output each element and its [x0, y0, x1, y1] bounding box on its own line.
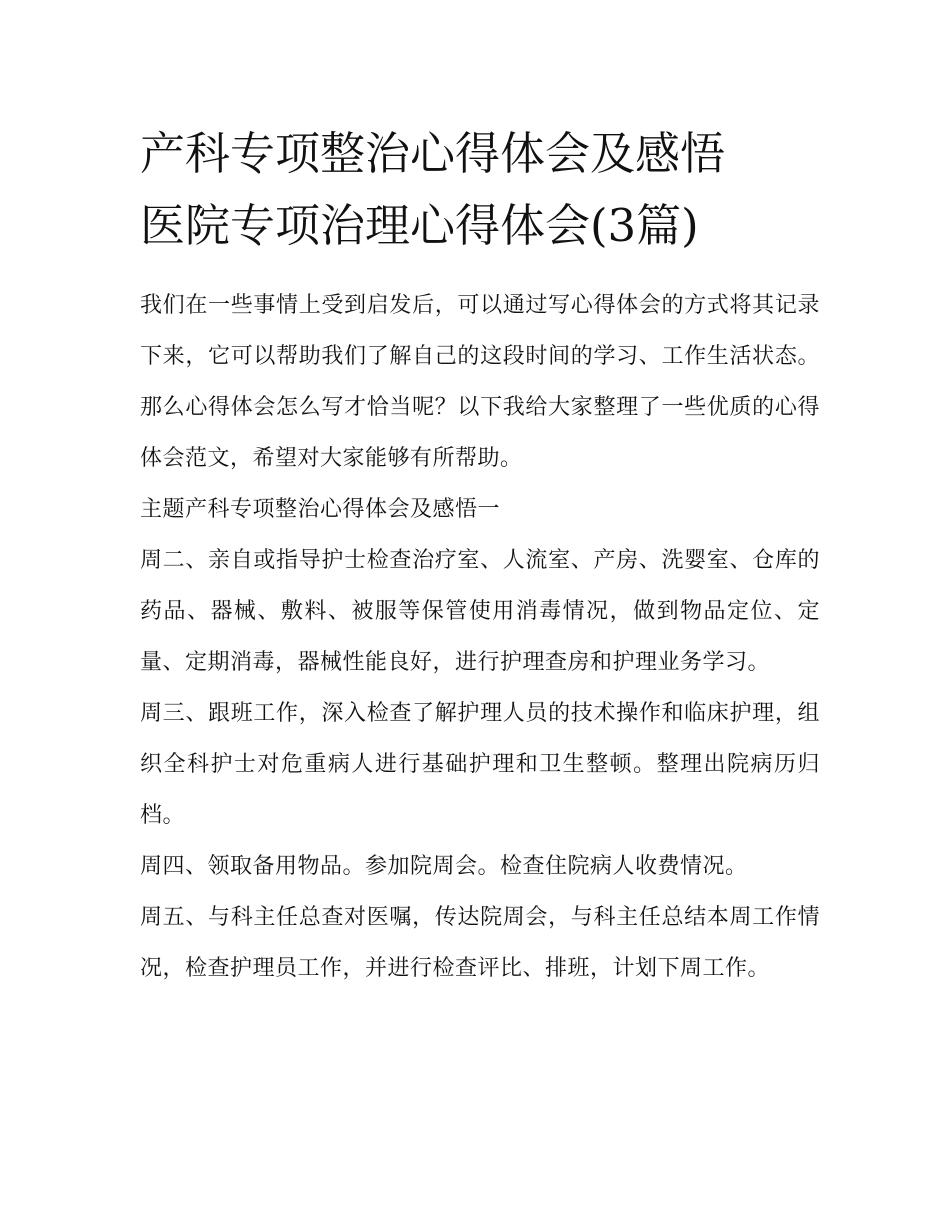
document-page	[140, 118, 820, 994]
body-paragraph-wednesday: 周三、跟班工作，深入检查了解护理人员的技术操作和临床护理，组织全科护士对危重病人进行基础护理和卫生整顿。整理出院病历归档。	[140, 701, 820, 828]
title-line-1: 产科专项整治心得体会及感悟	[140, 127, 726, 180]
intro-paragraph: 我们在一些事情上受到启发后，可以通过写心得体会的方式将其记录下来，它可以帮助我们了解自己的这段时间的学习、工作生活状态。那么心得体会怎么写才恰当呢？以下我给大家整理了一些优质的心得体会范文，希望对大家能够有所帮助。	[140, 293, 820, 471]
body-paragraph-thursday: 周四、领取备用物品。参加院周会。检查住院病人收费情况。	[140, 854, 748, 879]
title-line-2: 医院专项治理心得体会(3篇)	[140, 199, 699, 252]
body-paragraph-tuesday: 周二、亲自或指导护士检查治疗室、人流室、产房、洗婴室、仓库的药品、器械、敷料、被服等保管使用消毒情况，做到物品定位、定量、定期消毒，器械性能良好，进行护理查房和护理业务学习。	[140, 548, 820, 675]
section-heading: 主题产科专项整治心得体会及感悟一	[140, 497, 501, 522]
body-paragraph-friday: 周五、与科主任总查对医嘱，传达院周会，与科主任总结本周工作情况，检查护理员工作，并进行检查评比、排班，计划下周工作。	[140, 905, 820, 981]
document-title	[140, 118, 820, 262]
